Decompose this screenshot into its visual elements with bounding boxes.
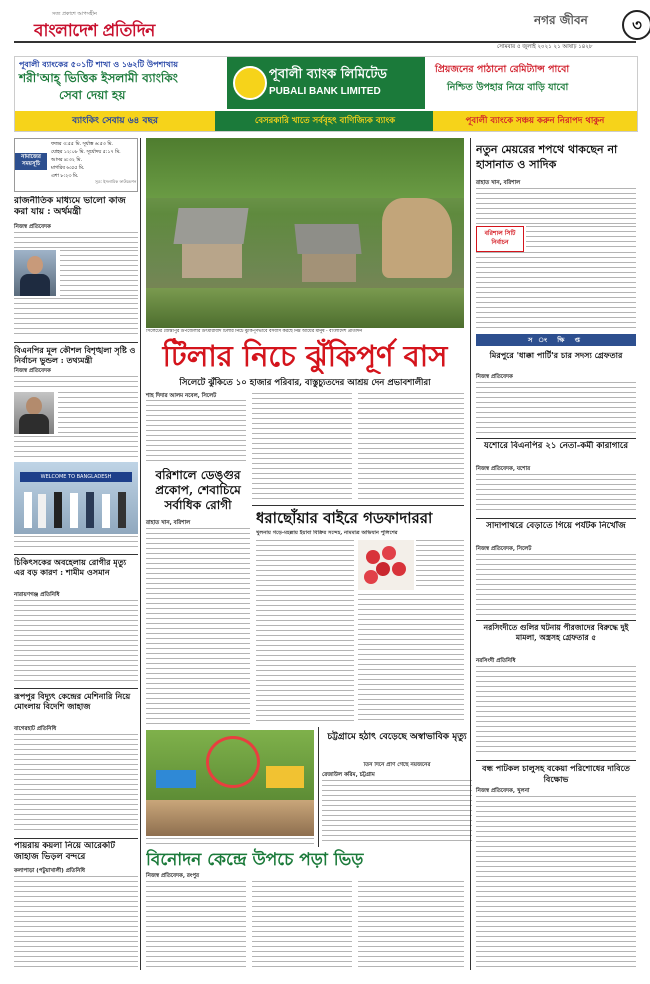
barishal-election-box: বরিশাল সিটি নির্বাচন — [476, 226, 524, 252]
story-headline[interactable]: নতুন মেয়রের শপথে থাকছেন না হাসানাত ও সাদিক — [476, 143, 618, 171]
story-headline[interactable]: রাজনীতিক মাধ্যমে ভালো কাজ করা যায় : অর্থমন্ত্রী — [14, 196, 126, 217]
ad-center-panel — [227, 57, 425, 109]
story-byline: নিজস্ব প্রতিবেদক — [14, 368, 51, 374]
lead-body-col-3 — [358, 393, 464, 501]
section-label: নগর জীবন — [534, 13, 588, 27]
story-body-col-3 — [358, 881, 464, 970]
masthead-tagline: সত্য প্রকাশে আপসহীন — [52, 11, 97, 17]
story-body-text — [14, 734, 138, 834]
story-byline: রাহাত খান, বরিশাল — [476, 180, 521, 186]
story-headline[interactable]: চিকিৎসকের অবহেলায় রোগীর মৃত্যু এর বড় কারণ : শামীম ওসমান — [14, 557, 127, 577]
story-byline: নিজস্ব প্রতিবেদক, যশোর — [476, 466, 531, 472]
story-body-text — [476, 666, 636, 756]
prayer-row-1: ফজর ৩:৫৫ মি. সূর্যাস্ত ৬:৫৩ মি. — [51, 142, 113, 147]
prayer-row-3: আসর ৪:৩২ মি. — [51, 158, 82, 163]
story-body-text — [14, 876, 138, 970]
brief-headline[interactable]: যশোরে বিএনপির ২১ নেতা-কর্মী কারাগারে — [483, 441, 629, 451]
lead-byline: শাহ দিদার আলম নবেল, সিলেট — [146, 393, 217, 399]
yaba-pills-photo — [358, 540, 414, 590]
story-body-text — [14, 298, 138, 338]
page-number-badge: ৩ — [622, 10, 650, 40]
ad-right-line2: নিশ্চিত উপহার নিয়ে বাড়ি যাবো — [447, 82, 569, 93]
prayer-row-2: যোহর ১২:০৮ মি. সূর্যোদয় ৫:১৭ মি. — [51, 150, 121, 155]
story-body-text — [416, 540, 464, 590]
photo-caption — [14, 536, 138, 550]
masthead-logo-title: বাংলাদেশ প্রতিদিন — [34, 21, 155, 41]
brief-headline[interactable]: মিরপুরে 'ধাক্কা পার্টি'র চার সদস্য গ্রেফতার — [489, 350, 623, 360]
bank-name-bn: পূবালী ব্যাংক লিমিটেড — [269, 67, 387, 82]
ad-left-line1: পূবালী ব্যাংকের ৫০১টি শাখা ও ১৬২টি উপশাখায় — [19, 60, 178, 69]
story-body-text — [476, 188, 636, 224]
prayer-label: নামাজের সময়সূচি — [15, 153, 47, 170]
story-subhead: তিন দিনে প্রাণ গেছে নয়জনের — [363, 762, 431, 768]
story-body-text — [476, 554, 636, 616]
brief-headline[interactable]: বন্ধ পাটকল চালুসহ বকেয়া পরিশোধের দাবিতে বিক্ষোভ — [482, 763, 630, 784]
welcome-banner: WELCOME TO BANGLADESH — [20, 472, 132, 482]
column-divider — [140, 138, 141, 970]
lead-subhead: সিলেটে ঝুঁকিতে ১০ হাজার পরিবার, বাস্তুচ্যুতদের আশ্রয় দেন প্রভাবশালীরা — [179, 378, 431, 388]
story-body-text — [358, 594, 464, 724]
story-body-text — [322, 780, 472, 844]
masthead — [14, 8, 642, 52]
masthead-rule — [14, 41, 636, 43]
story-body-text — [14, 376, 138, 390]
ad-left-line3: সেবা দেয়া হয় — [59, 88, 126, 102]
story-body-text — [58, 392, 138, 434]
bank-logo-icon — [233, 66, 267, 100]
story-byline: নিজস্ব প্রতিবেদক, খুলনা — [476, 788, 530, 794]
story-byline: নারায়ণগঞ্জ প্রতিনিধি — [14, 592, 60, 598]
ad-left-line2: শরী'আহ্ ভিত্তিক ইসলামী ব্যাংকিং — [19, 71, 178, 85]
lead-photo-hillside-houses — [146, 138, 464, 328]
story-body-text — [476, 252, 636, 328]
story-body-text — [476, 382, 636, 434]
prayer-note: সূত্র: ইসলামিক ফাউন্ডেশন — [95, 179, 137, 184]
ad-right-line1: প্রিয়জনের পাঠানো রেমিট্যান্স পাবো — [435, 64, 570, 75]
story-byline: নিজস্ব প্রতিবেদক, রংপুর — [146, 873, 200, 879]
issue-date: সোমবার ৫ জুলাই ২০২১ ২১ আষাঢ় ১৪২৮ — [497, 44, 593, 50]
story-body-text — [14, 600, 138, 684]
lead-body-col-1 — [146, 400, 246, 464]
prayer-row-4: মাগরিব ৬:৫৫ মি. — [51, 166, 85, 171]
story-body-col-2 — [252, 881, 352, 970]
story-headline[interactable]: বিনোদন কেন্দ্রে উপচে পড়া ভিড় — [146, 850, 364, 870]
story-body-col-1 — [146, 881, 246, 970]
story-headline[interactable]: পায়রায় কয়লা নিয়ে আরেকটি জাহাজ ভিড়ল বন্দরে — [14, 841, 115, 862]
ship-event-photo — [14, 462, 138, 534]
amusement-park-photo — [146, 730, 314, 836]
lead-body-col-2 — [252, 393, 352, 501]
story-body-text — [526, 226, 636, 250]
story-body-text — [256, 540, 354, 724]
ad-strip-mid: বেসরকারি খাতে সর্ববৃহৎ বাণিজ্যিক ব্যাংক — [254, 116, 396, 126]
story-body-text — [60, 250, 138, 296]
story-headline[interactable]: বিএনপির মূল কৌশল বিশৃঙ্খলা সৃষ্টি ও নির্বাচন ভুন্ডল : তথ্যমন্ত্রী — [14, 345, 136, 365]
photo-caption — [146, 838, 314, 846]
info-minister-photo — [14, 392, 54, 434]
story-body-text — [14, 232, 138, 248]
bank-name-en: PUBALI BANK LIMITED — [269, 86, 381, 97]
story-headline[interactable]: রূপপুর বিদ্যুৎ কেন্দ্রের মেশিনারি নিয়ে মোংলায় বিদেশি জাহাজ — [14, 691, 131, 711]
story-subhead: খুলনায় গড়ে-মহল্লায় ইয়াবা বিক্রির সন্দেহ, নামমাত্র অভিযান পুলিশের — [256, 530, 398, 536]
story-byline: কলাপাড়া (পটুয়াখালী) প্রতিনিধি — [14, 868, 86, 874]
story-body-text — [146, 528, 250, 724]
brief-headline[interactable]: সাদাপাথরে বেড়াতে গিয়ে পর্যটক নিখোঁজ — [486, 521, 626, 531]
lead-headline[interactable]: টিলার নিচে ঝুঁকিপূর্ণ বাস — [162, 339, 448, 373]
pubali-bank-ad[interactable] — [14, 56, 638, 132]
story-headline[interactable]: ধরাছোঁয়ার বাইরে গডফাদাররা — [256, 509, 433, 527]
prayer-times-box — [14, 138, 138, 192]
story-byline: বাগেরহাট প্রতিনিধি — [14, 726, 57, 732]
story-byline: রাহাত খান, বরিশাল — [146, 520, 191, 526]
story-byline: রেজাউল করিম, চট্টগ্রাম — [322, 772, 375, 778]
ad-strip-left: ব্যাংকিং সেবায় ৬৪ বছর — [15, 111, 215, 131]
story-headline[interactable]: বরিশালে ডেঙ্গুর প্রকোপ, শেবাচিমে সর্বাধিক রোগী — [155, 468, 241, 512]
lead-photo-caption: সিলেটের জৈন্তাপুর উপজেলার উৎমারাবাদ টিলার নিচে ঝুঁকিপূর্ণভাবে বসবাস করছে নিম্ন আয়ের মানুষ - বাংলাদেশ প্রতিদিন — [146, 329, 363, 334]
story-headline[interactable]: চট্টগ্রামে হঠাৎ বেড়েছে অস্বাভাবিক মৃত্যু — [327, 732, 467, 742]
story-byline: নিজস্ব প্রতিবেদক — [14, 224, 51, 230]
story-body-text — [476, 796, 636, 970]
briefs-header: স ং ক্ষি প্ত — [476, 334, 636, 346]
brief-headline[interactable]: নরসিংদীতে গুলির ঘটনায় পীরজাদের বিরুদ্ধে দুই মামলা, অস্ত্রসহ গ্রেফতার ৫ — [483, 623, 629, 642]
prayer-row-5: এশা ৮:২৩ মি. — [51, 174, 79, 179]
story-byline: নরসিংদী প্রতিনিধি — [476, 658, 516, 664]
story-byline: নিজস্ব প্রতিবেদক, সিলেট — [476, 546, 532, 552]
ad-strip-right: পূবালী ব্যাংকে সঞ্চয় করুন নিরাপদ থাকুন — [433, 111, 637, 131]
story-body-text — [14, 436, 138, 460]
ad-strip — [15, 111, 637, 131]
story-body-text — [476, 474, 636, 514]
story-byline: নিজস্ব প্রতিবেদক — [476, 374, 513, 380]
finance-minister-photo — [14, 250, 56, 296]
